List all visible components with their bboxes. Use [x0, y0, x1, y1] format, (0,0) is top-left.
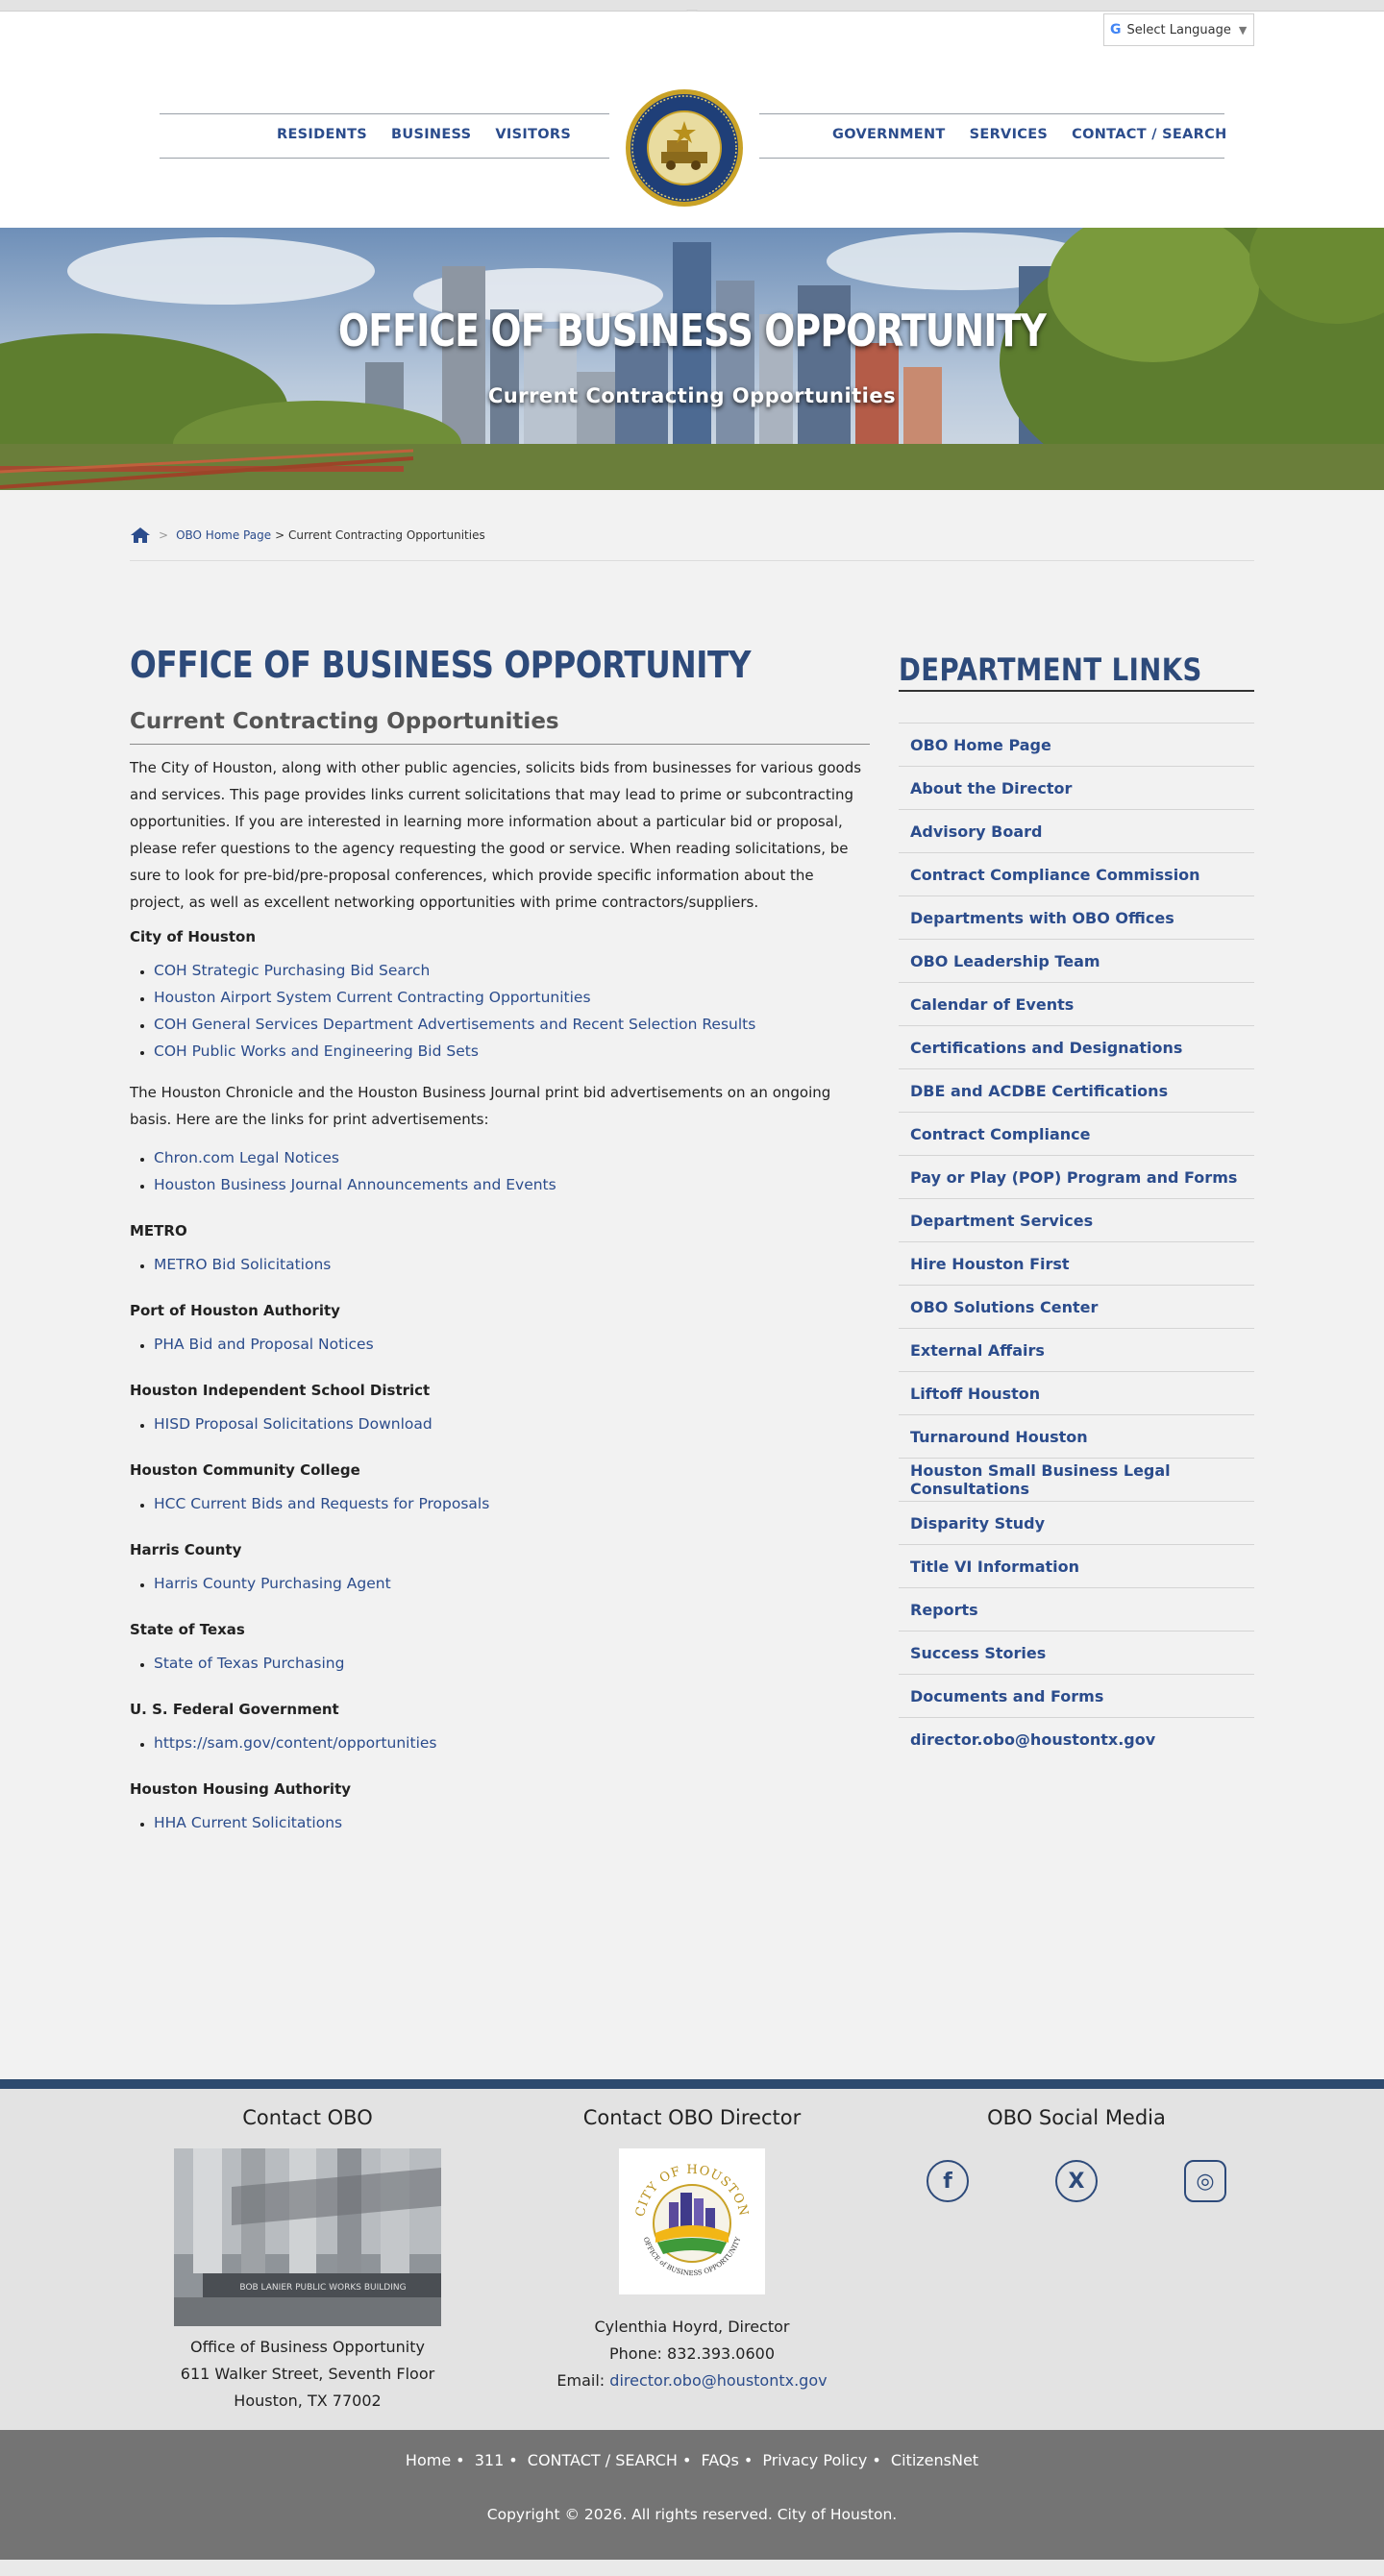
- group-title-port: Port of Houston Authority: [130, 1302, 340, 1319]
- main-nav-left: [277, 127, 571, 142]
- hcc-links: [130, 1490, 870, 1517]
- bottom-links: [0, 2451, 1384, 2469]
- nav-services[interactable]: SERVICES: [969, 127, 1049, 142]
- sidebar-item-obo-home[interactable]: OBO Home Page: [899, 723, 1254, 766]
- bottom-separator: •: [872, 2451, 881, 2469]
- bottom-separator: •: [508, 2451, 518, 2469]
- list-item: [154, 1251, 870, 1278]
- page-title: OFFICE OF BUSINESS OPPORTUNITY: [130, 644, 752, 686]
- list-item: [154, 1809, 870, 1836]
- link-chron[interactable]: Chron.com Legal Notices: [154, 1149, 340, 1166]
- hero-banner: [0, 228, 1384, 490]
- link-metro[interactable]: METRO Bid Solicitations: [154, 1256, 332, 1273]
- link-public-works[interactable]: COH Public Works and Engineering Bid Sets: [154, 1043, 479, 1060]
- sidebar-item-certifications[interactable]: Certifications and Designations: [899, 1025, 1254, 1068]
- link-coh-purchasing[interactable]: COH Strategic Purchasing Bid Search: [154, 962, 431, 979]
- group-title-city: City of Houston: [130, 928, 256, 945]
- sidebar-item-liftoff[interactable]: Liftoff Houston: [899, 1371, 1254, 1414]
- sidebar-item-director-email[interactable]: director.obo@houstontx.gov: [899, 1717, 1254, 1760]
- group-title-hisd: Houston Independent School District: [130, 1382, 431, 1399]
- site-footer: [0, 2079, 1384, 2430]
- link-texas[interactable]: State of Texas Purchasing: [154, 1655, 345, 1672]
- sidebar-item-department-services[interactable]: Department Services: [899, 1198, 1254, 1241]
- home-icon[interactable]: [130, 527, 151, 544]
- sidebar-item-disparity-study[interactable]: Disparity Study: [899, 1501, 1254, 1544]
- main-content: [130, 644, 870, 1836]
- port-links: [130, 1331, 870, 1358]
- list-item: [154, 1144, 870, 1171]
- sidebar-item-solutions-center[interactable]: OBO Solutions Center: [899, 1285, 1254, 1328]
- obo-logo: [619, 2148, 765, 2294]
- language-selector[interactable]: [1103, 13, 1254, 46]
- sidebar-item-external-affairs[interactable]: External Affairs: [899, 1328, 1254, 1371]
- nav-rule: [759, 158, 1224, 159]
- sidebar-item-dbe[interactable]: DBE and ACDBE Certifications: [899, 1068, 1254, 1112]
- hero-subtitle: Current Contracting Opportunities: [487, 384, 897, 407]
- nav-residents[interactable]: RESIDENTS: [277, 127, 368, 142]
- footer-social: [903, 2106, 1249, 2202]
- building-photo: [174, 2148, 441, 2326]
- list-item: [154, 1038, 870, 1065]
- nav-contact-search[interactable]: CONTACT / SEARCH: [1072, 127, 1227, 142]
- city-seal-logo[interactable]: [625, 88, 744, 208]
- director-name: Cylenthia Hoyrd, Director: [594, 2318, 790, 2336]
- bottom-link-privacy[interactable]: Privacy Policy: [762, 2451, 868, 2469]
- group-title-harris: Harris County: [130, 1541, 242, 1558]
- bottom-link-311[interactable]: 311: [474, 2451, 505, 2469]
- breadcrumb-obo-home[interactable]: OBO Home Page: [176, 528, 272, 542]
- list-item: [154, 1490, 870, 1517]
- top-strip: [0, 0, 1384, 12]
- nav-visitors[interactable]: VISITORS: [495, 127, 572, 142]
- sidebar-item-success-stories[interactable]: Success Stories: [899, 1631, 1254, 1674]
- group-title-federal: U. S. Federal Government: [130, 1701, 339, 1718]
- list-item: [154, 1730, 870, 1756]
- list-item: [154, 1011, 870, 1038]
- obo-logo-top-text: CITY OF HOUSTON: [633, 2162, 751, 2219]
- footer-contact-obo: [135, 2106, 481, 2415]
- bottom-link-contact[interactable]: CONTACT / SEARCH: [527, 2451, 678, 2469]
- sidebar-item-compliance-commission[interactable]: Contract Compliance Commission: [899, 852, 1254, 895]
- link-pha[interactable]: PHA Bid and Proposal Notices: [154, 1336, 374, 1353]
- sidebar-item-reports[interactable]: Reports: [899, 1587, 1254, 1631]
- hero-title: OFFICE OF BUSINESS OPPORTUNITY: [337, 305, 1047, 356]
- bottom-link-home[interactable]: Home: [405, 2451, 452, 2469]
- site-header: [0, 12, 1384, 228]
- obo-seal-icon: [625, 2154, 759, 2289]
- obo-logo-bottom-text: OFFICE of BUSINESS OPPORTUNITY: [641, 2236, 743, 2278]
- director-phone: Phone: 832.393.0600: [608, 2344, 775, 2363]
- link-hisd[interactable]: HISD Proposal Solicitations Download: [154, 1415, 432, 1433]
- page-bottom-strip: [0, 2560, 1384, 2576]
- houston-skyline-image: [0, 228, 1384, 490]
- list-item: [154, 1411, 870, 1437]
- google-icon: G: [1110, 22, 1122, 37]
- group-title-metro: METRO: [130, 1222, 187, 1239]
- bottom-separator: •: [743, 2451, 754, 2469]
- hha-links: [130, 1809, 870, 1836]
- nav-rule: [160, 113, 609, 114]
- link-hha[interactable]: HHA Current Solicitations: [154, 1814, 343, 1831]
- bottom-link-citizensnet[interactable]: CitizensNet: [890, 2451, 979, 2469]
- footer-address-line: Houston, TX 77002: [234, 2392, 382, 2410]
- footer-address-line: 611 Walker Street, Seventh Floor: [180, 2365, 435, 2383]
- chevron-down-icon: ▼: [1238, 23, 1248, 37]
- bottom-separator: •: [456, 2451, 465, 2469]
- list-item: [154, 984, 870, 1011]
- sidebar-title-rule: [899, 690, 1254, 692]
- building-sign: BOB LANIER PUBLIC WORKS BUILDING: [239, 2283, 407, 2293]
- link-general-services[interactable]: COH General Services Department Advertisements and Recent Selection Results: [154, 1016, 756, 1033]
- print-ads-paragraph: The Houston Chronicle and the Houston Business Journal print bid advertisements on an ongoing basis. Here are the links for print advertisements:: [130, 1084, 831, 1128]
- list-item: [154, 1650, 870, 1677]
- sidebar-title: DEPARTMENT LINKS: [899, 651, 1202, 688]
- footer-contact-title: Contact OBO: [242, 2106, 373, 2129]
- breadcrumb: [130, 527, 485, 544]
- sidebar-item-contract-compliance[interactable]: Contract Compliance: [899, 1112, 1254, 1155]
- sidebar-item-calendar[interactable]: Calendar of Events: [899, 982, 1254, 1025]
- print-links: [130, 1144, 870, 1198]
- breadcrumb-separator: >: [159, 528, 169, 542]
- harris-links: [130, 1570, 870, 1597]
- facebook-icon[interactable]: f: [927, 2160, 969, 2202]
- sidebar-item-pay-or-play[interactable]: Pay or Play (POP) Program and Forms: [899, 1155, 1254, 1198]
- sidebar-item-legal-consultations[interactable]: Houston Small Business Legal Consultations: [899, 1458, 1254, 1501]
- texas-links: [130, 1650, 870, 1677]
- social-icons: [903, 2160, 1249, 2202]
- sidebar-item-about-director[interactable]: About the Director: [899, 766, 1254, 809]
- nav-government[interactable]: GOVERNMENT: [832, 127, 946, 142]
- sidebar-item-departments-obo[interactable]: Departments with OBO Offices: [899, 895, 1254, 939]
- footer-address-line: Office of Business Opportunity: [190, 2338, 425, 2356]
- language-label: Select Language: [1126, 22, 1231, 37]
- hisd-links: [130, 1411, 870, 1437]
- federal-links: [130, 1730, 870, 1756]
- group-title-hcc: Houston Community College: [130, 1461, 360, 1479]
- sidebar-item-turnaround[interactable]: Turnaround Houston: [899, 1414, 1254, 1458]
- city-links: [130, 957, 870, 1065]
- copyright: Copyright © 2026. All rights reserved. City of Houston.: [486, 2506, 898, 2523]
- list-item: [154, 1570, 870, 1597]
- director-email-label: Email:: [556, 2371, 606, 2390]
- x-twitter-icon[interactable]: X: [1055, 2160, 1098, 2202]
- link-harris[interactable]: Harris County Purchasing Agent: [154, 1575, 391, 1592]
- bottom-link-faqs[interactable]: FAQs: [701, 2451, 739, 2469]
- sidebar-item-advisory-board[interactable]: Advisory Board: [899, 809, 1254, 852]
- main-nav-right: [832, 127, 1227, 142]
- nav-rule: [759, 113, 1224, 114]
- metro-links: [130, 1251, 870, 1278]
- list-item: [154, 1171, 870, 1198]
- link-sam[interactable]: https://sam.gov/content/opportunities: [154, 1734, 437, 1752]
- group-title-hha: Houston Housing Authority: [130, 1780, 352, 1798]
- sidebar-item-documents-forms[interactable]: Documents and Forms: [899, 1674, 1254, 1717]
- breadcrumb-divider: [130, 560, 1254, 561]
- nav-rule: [160, 158, 609, 159]
- nav-business[interactable]: BUSINESS: [391, 127, 472, 142]
- director-email-line: [519, 2367, 865, 2394]
- link-airport[interactable]: Houston Airport System Current Contracting Opportunities: [154, 989, 591, 1006]
- sidebar-item-hire-houston[interactable]: Hire Houston First: [899, 1241, 1254, 1285]
- group-title-texas: State of Texas: [130, 1621, 245, 1638]
- page-subtitle: Current Contracting Opportunities: [130, 709, 870, 745]
- instagram-icon[interactable]: ◎: [1184, 2160, 1226, 2202]
- department-links-sidebar: [899, 651, 1254, 1760]
- director-email-link[interactable]: director.obo@houstontx.gov: [609, 2371, 828, 2390]
- sidebar-item-leadership[interactable]: OBO Leadership Team: [899, 939, 1254, 982]
- footer-social-title: OBO Social Media: [987, 2106, 1166, 2129]
- intro-paragraph: The City of Houston, along with other public agencies, solicits bids from businesses for various goods and services. This page provides links current solicitations that may lead to prime or subcontracting opportunities. If you are interested in learning more information about a particular bid or proposal, please refer questions to the agency requesting the good or service. When reading solicitations, be sure to look for pre-bid/pre-proposal conferences, which provide specific information about the project, as well as excellent networking opportunities with prime contractors/suppliers.: [130, 759, 862, 911]
- list-item: [154, 957, 870, 984]
- breadcrumb-current: > Current Contracting Opportunities: [275, 528, 485, 542]
- footer-contact-director: [519, 2106, 865, 2394]
- bottom-separator: •: [681, 2451, 692, 2469]
- link-hcc[interactable]: HCC Current Bids and Requests for Proposals: [154, 1495, 490, 1512]
- sidebar-list: [899, 723, 1254, 1760]
- sidebar-item-title-vi[interactable]: Title VI Information: [899, 1544, 1254, 1587]
- footer-director-title: Contact OBO Director: [582, 2106, 802, 2129]
- link-hbj[interactable]: Houston Business Journal Announcements and Events: [154, 1176, 556, 1193]
- bottom-bar: [0, 2430, 1384, 2560]
- list-item: [154, 1331, 870, 1358]
